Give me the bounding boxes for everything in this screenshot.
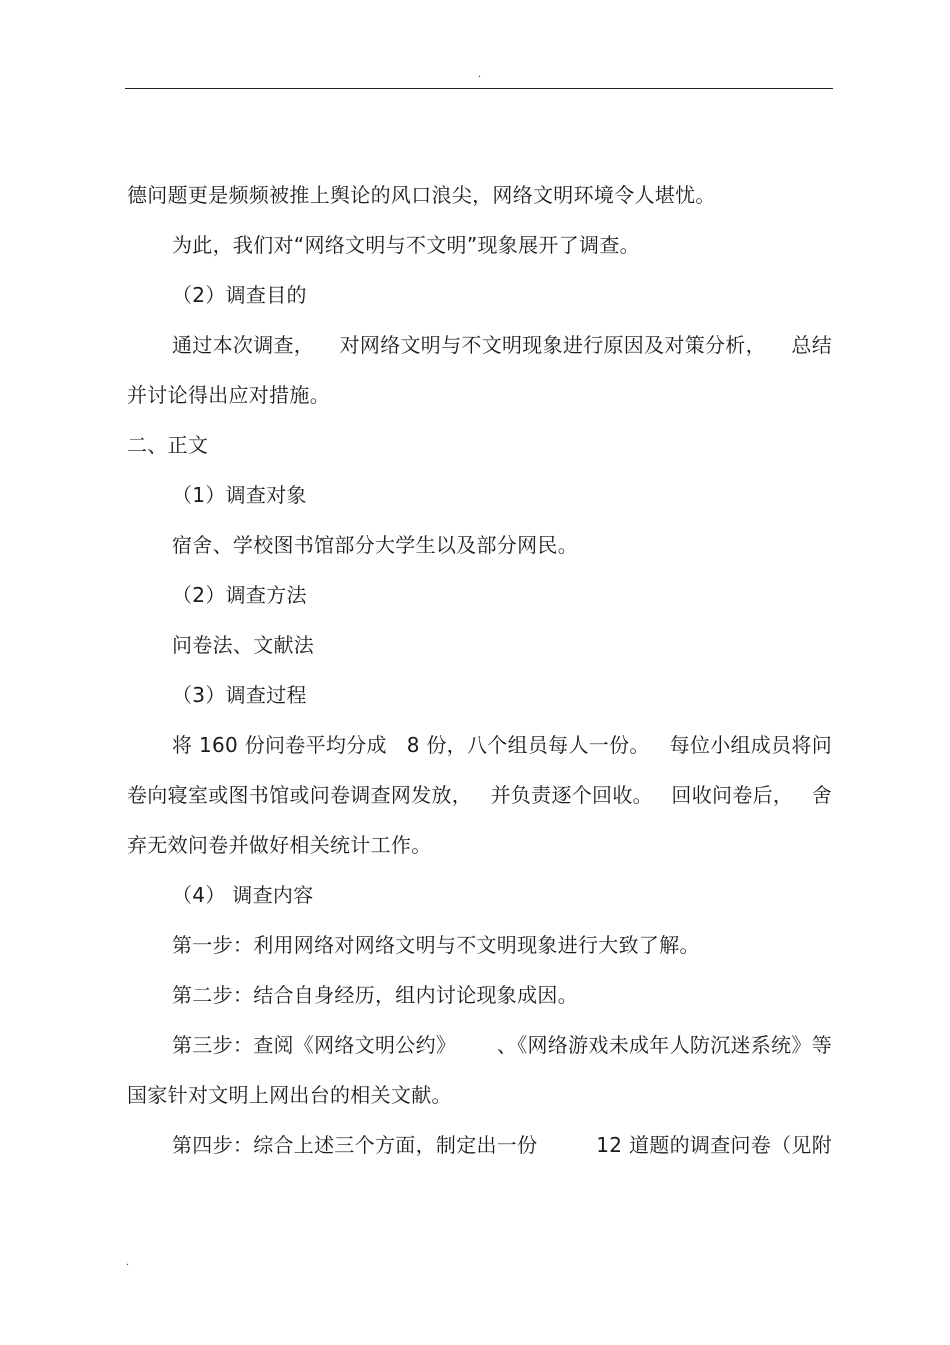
paragraph-line	[172, 1033, 832, 1057]
paragraph-line	[172, 733, 832, 757]
paragraph-line	[172, 1133, 832, 1157]
paragraph-line: 第一步：利用网络对网络文明与不文明现象进行大致了解。	[172, 933, 700, 957]
paragraph-line: 德问题更是频频被推上舆论的风口浪尖，网络文明环境令人堪忧。	[127, 183, 716, 207]
paragraph-line	[172, 333, 832, 357]
text-segment: 并负责逐个回收。	[490, 783, 653, 807]
text-segment: 8 份，八个组员每人一份。	[406, 733, 650, 757]
section-heading: （1）调查对象	[172, 483, 307, 507]
text-segment: 第四步：综合上述三个方面，制定出一份	[172, 1133, 538, 1157]
text-segment: 对网络文明与不文明现象进行原因及对策分析，	[339, 333, 766, 357]
paragraph-line: 为此，我们对“网络文明与不文明”现象展开了调查。	[172, 233, 640, 257]
text-segment: 、《网络游戏未成年人防沉迷系统》等	[496, 1033, 832, 1057]
text-segment: 每位小组成员将问	[669, 733, 832, 757]
text-segment: 总结	[791, 333, 832, 357]
header-marker: .	[478, 69, 482, 80]
text-segment: 回收问卷后，	[671, 783, 794, 807]
section-heading: （2）调查目的	[172, 283, 307, 307]
paragraph-line	[127, 783, 832, 807]
header-divider	[125, 88, 833, 89]
section-heading: （2）调查方法	[172, 583, 307, 607]
paragraph-line: 国家针对文明上网出台的相关文献。	[127, 1083, 452, 1107]
paragraph-line: 并讨论得出应对措施。	[127, 383, 330, 407]
paragraph-line: 弃无效问卷并做好相关统计工作。	[127, 833, 432, 857]
text-segment: 将 160 份问卷平均分成	[172, 733, 387, 757]
text-segment: 舍	[811, 783, 832, 807]
paragraph-line: 第二步：结合自身经历，组内讨论现象成因。	[172, 983, 578, 1007]
chapter-heading: 二、正文	[127, 433, 209, 457]
section-heading: （3）调查过程	[172, 683, 307, 707]
section-heading: （4） 调查内容	[172, 883, 314, 907]
paragraph-line: 宿舍、学校图书馆部分大学生以及部分网民。	[172, 533, 578, 557]
text-segment: 通过本次调查，	[172, 333, 315, 357]
footer-marker: .	[126, 1257, 130, 1268]
text-segment: 第三步：查阅《网络文明公约》	[172, 1033, 457, 1057]
paragraph-line: 问卷法、文献法	[172, 633, 315, 657]
text-segment: 12 道题的调查问卷（见附	[596, 1133, 832, 1157]
text-segment: 卷向寝室或图书馆或问卷调查网发放，	[127, 783, 473, 807]
